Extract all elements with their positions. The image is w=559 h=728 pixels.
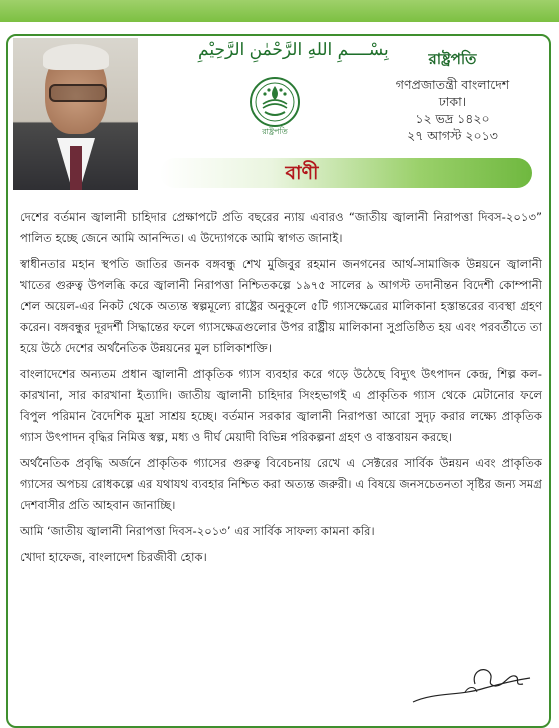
portrait-tie — [70, 146, 82, 190]
message-paragraph-1: দেশের বর্তমান জ্বালানী চাহিদার প্রেক্ষাপটে প্রতি বছরের ন্যায় এবারও “জাতীয় জ্বালানী নিরাপত্তা দিবস-২০১৩” পালিত হচ্ছে জেনে আমি আনন্দিত। এ উদ্যোগকে আমি স্বাগত জানাই। — [20, 210, 542, 245]
sender-title: রাষ্ট্রপতি — [428, 50, 477, 68]
message-title: বাণী — [285, 162, 319, 184]
sender-block — [370, 48, 535, 144]
portrait-glasses — [49, 84, 107, 102]
bismillah-calligraphy: بِسْــــمِ اللهِ الرَّحْمٰنِ الرَّحِيْمِ — [198, 40, 389, 60]
message-paragraph-3: বাংলাদেশের অন্যতম প্রধান জ্বালানী প্রাকৃতিক গ্যাস ব্যবহার করে গড়ে উঠেছে বিদ্যুৎ উৎপাদন কেন্দ্র, শিল্প কল-কারখানা, সার কারখানা ইত্যাদি। জাতীয় জ্বালানী চাহিদার সিংহভাগই এ প্রাকৃতিক গ্যাস থেকে মেটানোর ফলে বিপুল পরিমান বৈদেশিক মুদ্রা সাশ্রয় হচ্ছে। বর্তমান সরকার জ্বালানী নিরাপত্তা আরো সুদৃঢ় করার লক্ষ্যে প্রাকৃতিক গ্যাস উৎপাদন বৃদ্ধির নিমিত্ত স্বল্প, মধ্য ও দীর্ঘ মেয়াদী বিভিন্ন পরিকল্পনা গ্রহণ ও বাস্তবায়ন করছে। — [20, 367, 542, 444]
sender-line-bangla-date: ১২ ভদ্র ১৪২০ — [415, 111, 490, 126]
portrait-hair — [43, 44, 109, 70]
sender-line-english-date: ২৭ আগস্ট ২০১৩ — [407, 128, 498, 143]
message-paragraph-4: অর্থনৈতিক প্রবৃদ্ধি অর্জনে প্রাকৃতিক গ্যাসের গুরুত্ব বিবেচনায় রেখে এ সেক্টরের সার্বিক উন্নয়ন এবং প্রাকৃতিক গ্যাসের অপচয় রোধকল্পে এর যথাযথ ব্যবহার নিশ্চিত করা অত্যন্ত জরুরী। এ বিষয়ে জনসচেতনতা সৃষ্টির জন্য সমগ্র দেশবাসীর প্রতি আহবান জানাচ্ছি। — [20, 456, 542, 512]
message-title-bar — [160, 158, 532, 188]
signature-icon — [405, 662, 535, 707]
message-closing: খোদা হাফেজ, বাংলাদেশ চিরজীবী হোক। — [20, 550, 207, 564]
top-green-band — [0, 0, 559, 22]
message-paragraph-2: স্বাধীনতার মহান স্থপতি জাতির জনক বঙ্গবন্ধু শেখ মুজিবুর রহমান জনগনের আর্থ-সামাজিক উন্নয়নে জ্বালানী খাতের গুরুত্ব উপলব্ধি করে জ্বালানী নিরাপত্তা নিশ্চিতকল্পে ১৯৭৫ সালের ৯ আগস্ট তদানীন্তন বিদেশী কোম্পানী শেল অয়েল-এর নিকট থেকে অত্যন্ত স্বল্পমূল্যে রাষ্ট্রের অনুকূলে ৫টি গ্যাসক্ষেত্রের মালিকানা হস্তান্তরের ব্যবস্থা গ্রহণ করেন। বঙ্গবন্ধুর দূরদর্শী সিদ্ধান্তের ফলে গ্যাসক্ষেত্রগুলোর উপর রাষ্ট্রীয় মালিকানা সুপ্রতিষ্ঠিত হয় এবং পরবর্তীতে তা হয়ে উঠে দেশের অর্থনৈতিক উন্নয়নের মুল চালিকাশক্তি। — [20, 257, 542, 355]
message-body — [20, 207, 542, 573]
portrait-photo — [13, 38, 138, 190]
sender-line-city: ঢাকা। — [438, 94, 467, 109]
sender-line-country: গণপ্রজাতন্ত্রী বাংলাদেশ — [395, 77, 510, 92]
state-emblem-icon — [249, 76, 301, 136]
emblem-caption: রাষ্ট্রপতি — [262, 127, 288, 136]
message-paragraph-5: আমি ‘জাতীয় জ্বালানী নিরাপত্তা দিবস-২০১৩’ এর সার্বিক সাফল্য কামনা করি। — [20, 524, 375, 538]
